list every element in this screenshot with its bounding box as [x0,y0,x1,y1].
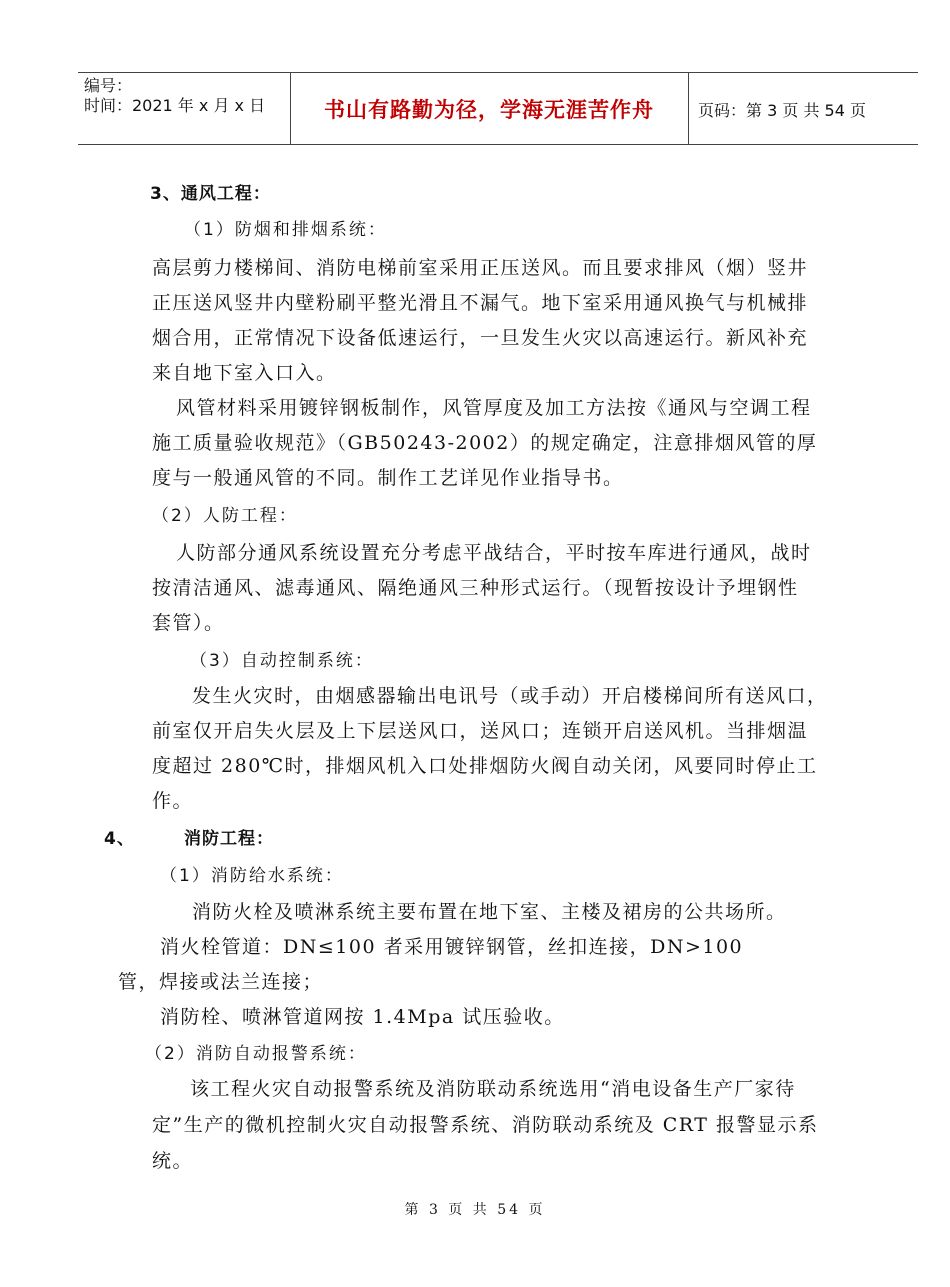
paragraph-6-line-1: 该工程火灾自动报警系统及消防联动系统选用“消电设备生产厂家待 [190,1078,796,1100]
paragraph-2-line-1: 风管材料采用镀锌钢板制作，风管厚度及加工方法按《通风与空调工程 [176,397,812,419]
page-header [0,0,950,150]
header-number-label: 编号： [84,76,133,95]
header-motto: 书山有路勤为径，学海无涯苦作舟 [324,98,654,122]
section-4-heading: 消防工程： [184,829,274,849]
section-3-heading: 3、通风工程： [150,184,271,204]
header-time-label: 时间：2021 年 x 月 x 日 [84,96,266,115]
section-4-2-title: （2）消防自动报警系统： [145,1044,367,1064]
paragraph-4-line-2: 前室仅开启失火层及上下层送风口，送风口；连锁开启送风机。当排烟温 [152,720,809,742]
header-divider-right [688,72,689,144]
paragraph-3-line-2: 按清洁通风、滤毒通风、隔绝通风三种形式运行。（现暂按设计予埋钢性 [152,577,799,599]
section-3-3-title: （3）自动控制系统： [190,651,374,671]
paragraph-2-line-2: 施工质量验收规范》（GB50243-2002）的规定确定，注意排烟风管的厚 [152,432,818,454]
paragraph-5-line-1: 消防火栓及喷淋系统主要布置在地下室、主楼及裙房的公共场所。 [192,901,787,923]
paragraph-2-line-3: 度与一般通风管的不同。制作工艺详见作业指导书。 [152,467,624,489]
header-top-rule [78,72,918,73]
header-meta [84,76,265,116]
section-4-number: 4、 [104,829,135,849]
paragraph-5-line-4: 消防栓、喷淋管道网按 1.4Mpa 试压验收。 [160,1006,565,1028]
paragraph-6-line-2: 定”生产的微机控制火灾自动报警系统、消防联动系统及 CRT 报警显示系 [152,1114,819,1136]
paragraph-3-line-3: 套管）。 [152,612,225,634]
paragraph-1-line-3: 烟合用，正常情况下设备低速运行，一旦发生火灾以高速运行。新风补充 [152,327,809,349]
section-4-1-title: （1）消防给水系统： [160,866,344,886]
section-3-2-title: （2）人防工程： [152,506,298,526]
obscured-text-area [760,932,890,952]
paragraph-3-line-1: 人防部分通风系统设置充分考虑平战结合，平时按车库进行通风，战时 [176,542,812,564]
paragraph-4-line-3: 度超过 280℃时，排烟风机入口处排烟防火阀自动关闭，风要同时停止工 [152,755,818,777]
header-bottom-rule [78,144,918,145]
paragraph-4-line-4: 作。 [152,790,194,812]
paragraph-5-line-2: 消火栓管道：DN≤100 者采用镀锌钢管，丝扣连接，DN>100 [160,936,744,958]
paragraph-1-line-2: 正压送风竖井内壁粉刷平整光滑且不漏气。地下室采用通风换气与机械排 [152,292,809,314]
page-footer: 第 3 页 共 54 页 [404,1202,546,1218]
paragraph-6-line-3: 统。 [152,1150,194,1172]
section-3-1-title: （1）防烟和排烟系统： [184,220,387,240]
header-page-info: 页码：第 3 页 共 54 页 [698,101,866,120]
paragraph-1-line-4: 来自地下室入口入。 [152,362,337,384]
paragraph-5-line-3: 管，焊接或法兰连接； [118,971,324,993]
paragraph-1-line-1: 高层剪力楼梯间、消防电梯前室采用正压送风。而且要求排风（烟）竖井 [152,257,809,279]
paragraph-4-line-1: 发生火灾时，由烟感器输出电讯号（或手动）开启楼梯间所有送风口， [192,685,828,707]
